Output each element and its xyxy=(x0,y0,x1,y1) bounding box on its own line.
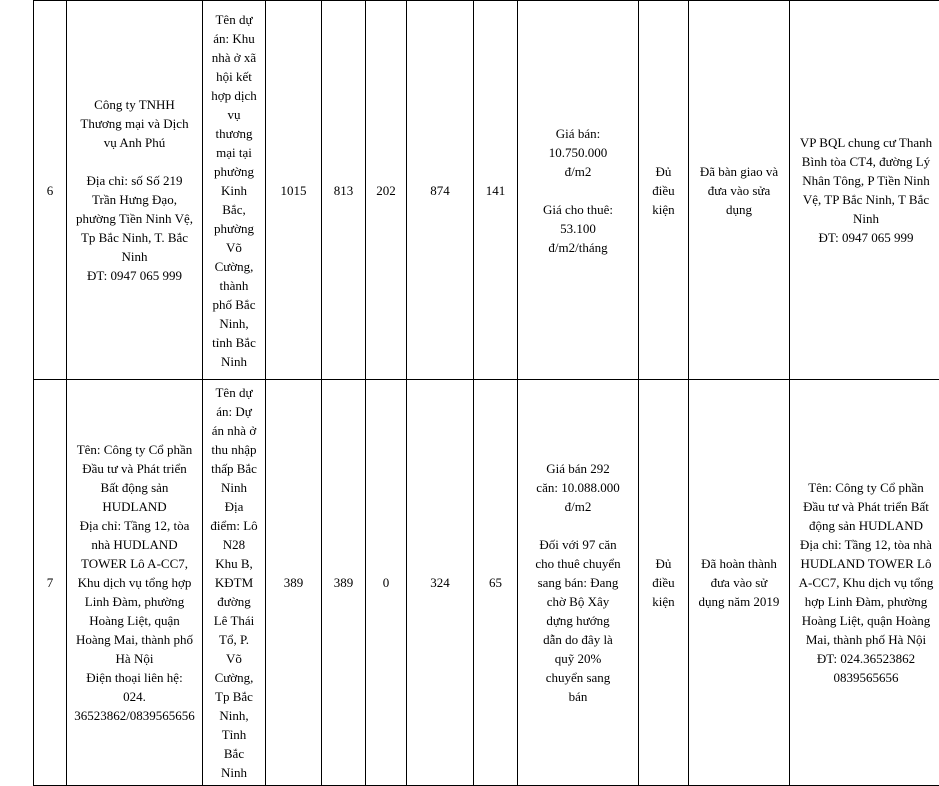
contact-cell: VP BQL chung cư Thanh Bình tòa CT4, đường Lý Nhân Tông, P Tiền Ninh Vệ, TP Bắc Ninh, T Bắc Ninh ĐT: 0947 065 999 xyxy=(790,1,939,380)
housing-projects-table xyxy=(33,0,939,786)
project-cell: Tên dự án: Khu nhà ở xã hội kết hợp dịch vụ thương mại tại phường Kinh Bắc, phường Võ Cường, thành phố Bắc Ninh, tỉnh Bắc Ninh xyxy=(203,1,266,380)
table-row xyxy=(34,1,939,380)
total-units-cell: 1015 xyxy=(266,1,322,380)
contact-cell: Tên: Công ty Cổ phần Đầu tư và Phát triển Bất động sản HUDLAND Địa chỉ: Tầng 12, tòa nhà HUDLAND TOWER Lô A-CC7, Khu dịch vụ tổng hợp Linh Đàm, phường Hoàng Liệt, quận Hoàng Mai, thành phố Hà Nội ĐT: 024.36523862 0839565656 xyxy=(790,380,939,786)
status-cell: Đã bàn giao và đưa vào sửa dụng xyxy=(689,1,790,380)
price-cell: Giá bán: 10.750.000 đ/m2 Giá cho thuê: 53.100 đ/m2/tháng xyxy=(518,1,639,380)
eligibility-cell: Đủ điều kiện xyxy=(639,380,689,786)
rent-units-cell: 0 xyxy=(366,380,407,786)
rent-units-cell: 202 xyxy=(366,1,407,380)
investor-cell: Tên: Công ty Cổ phần Đầu tư và Phát triển Bất động sản HUDLAND Địa chỉ: Tầng 12, tòa nhà HUDLAND TOWER Lô A-CC7, Khu dịch vụ tổng hợp Linh Đàm, phường Hoàng Liệt, quận Hoàng Mai, thành phố Hà Nội Điện thoại liên hệ: 024. 36523862/0839565656 xyxy=(67,380,203,786)
sale-units-cell: 389 xyxy=(322,380,366,786)
stt-cell: 7 xyxy=(34,380,67,786)
sold-units-cell: 874 xyxy=(407,1,474,380)
remaining-units-cell: 65 xyxy=(474,380,518,786)
price-cell: Giá bán 292 căn: 10.088.000 đ/m2 Đối với 97 căn cho thuê chuyển sang bán: Đang chờ Bộ Xây dựng hướng dẫn do đây là quỹ 20% chuyển sang bán xyxy=(518,380,639,786)
sold-units-cell: 324 xyxy=(407,380,474,786)
investor-cell: Công ty TNHH Thương mại và Dịch vụ Anh Phú Địa chỉ: số Số 219 Trần Hưng Đạo, phường Tiền Ninh Vệ, Tp Bắc Ninh, T. Bắc Ninh ĐT: 0947 065 999 xyxy=(67,1,203,380)
eligibility-cell: Đủ điều kiện xyxy=(639,1,689,380)
table-row xyxy=(34,380,939,786)
stt-cell: 6 xyxy=(34,1,67,380)
status-cell: Đã hoàn thành đưa vào sử dụng năm 2019 xyxy=(689,380,790,786)
total-units-cell: 389 xyxy=(266,380,322,786)
remaining-units-cell: 141 xyxy=(474,1,518,380)
project-cell: Tên dự án: Dự án nhà ở thu nhập thấp Bắc Ninh Địa điểm: Lô N28 Khu B, KĐTM đường Lê Thái Tổ, P. Võ Cường, Tp Bắc Ninh, Tỉnh Bắc Ninh xyxy=(203,380,266,786)
sale-units-cell: 813 xyxy=(322,1,366,380)
